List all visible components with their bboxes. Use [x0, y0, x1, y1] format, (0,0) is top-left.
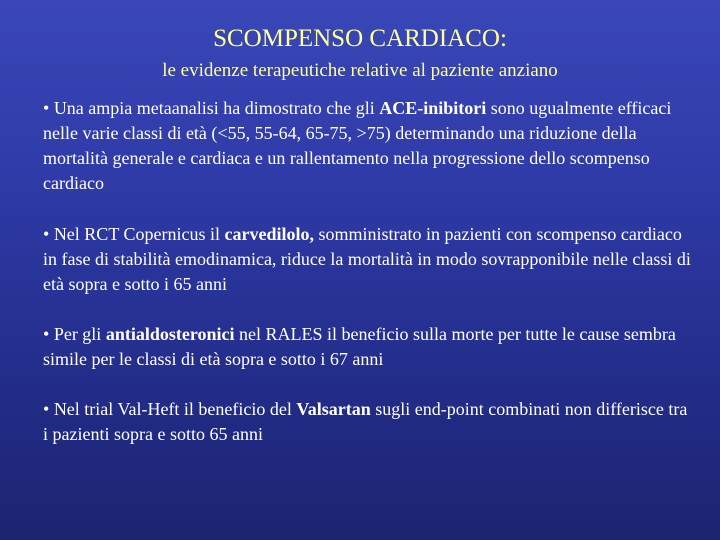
bullet-text-bold: antialdosteronici	[105, 324, 235, 344]
bullet-text-bold: Valsartan	[296, 399, 371, 419]
bullet-text-post: sono ugualmente efficaci nelle varie classi di età (<55, 55-64, 65-75, >75) determinando una riduzione della mortalità generale e cardiaca e un rallentamento nella progressione dello scompenso cardiaco	[43, 98, 672, 193]
slide-subtitle: le evidenze terapeutiche relative al paziente anziano	[162, 60, 558, 81]
bullet-text-bold: carvedilolo,	[224, 224, 314, 244]
bullet-marker: •	[43, 399, 54, 419]
bullet-ace-inhibitors	[43, 96, 693, 196]
bullet-text-pre: Nel trial Val-Heft il beneficio del	[53, 399, 297, 419]
bullet-marker: •	[43, 324, 54, 344]
bullet-text-post: somministrato in pazienti con scompenso cardiaco in fase di stabilità emodinamica, riduce la mortalità in modo sovrapponibile nelle classi di età sopra e sotto i 65 anni	[43, 224, 691, 294]
bullet-text-post: sugli end-point combinati non differisce tra i pazienti sopra e sotto 65 anni	[43, 399, 688, 444]
bullet-text-pre: Una ampia metaanalisi ha dimostrato che gli	[53, 98, 380, 118]
bullet-antialdosterone	[43, 322, 693, 372]
bullet-text-bold: ACE-inibitori	[379, 98, 487, 118]
bullet-carvedilol	[43, 222, 693, 297]
bullet-marker: •	[43, 224, 54, 244]
slide-title: SCOMPENSO CARDIACO:	[213, 25, 507, 52]
bullet-text-pre: Nel RCT Copernicus il	[53, 224, 225, 244]
bullet-valsartan	[43, 397, 693, 447]
bullet-text-post: nel RALES il beneficio sulla morte per tutte le cause sembra simile per le classi di età sopra e sotto i 67 anni	[43, 324, 676, 369]
bullet-marker: •	[43, 98, 54, 118]
bullet-text-pre: Per gli	[53, 324, 106, 344]
